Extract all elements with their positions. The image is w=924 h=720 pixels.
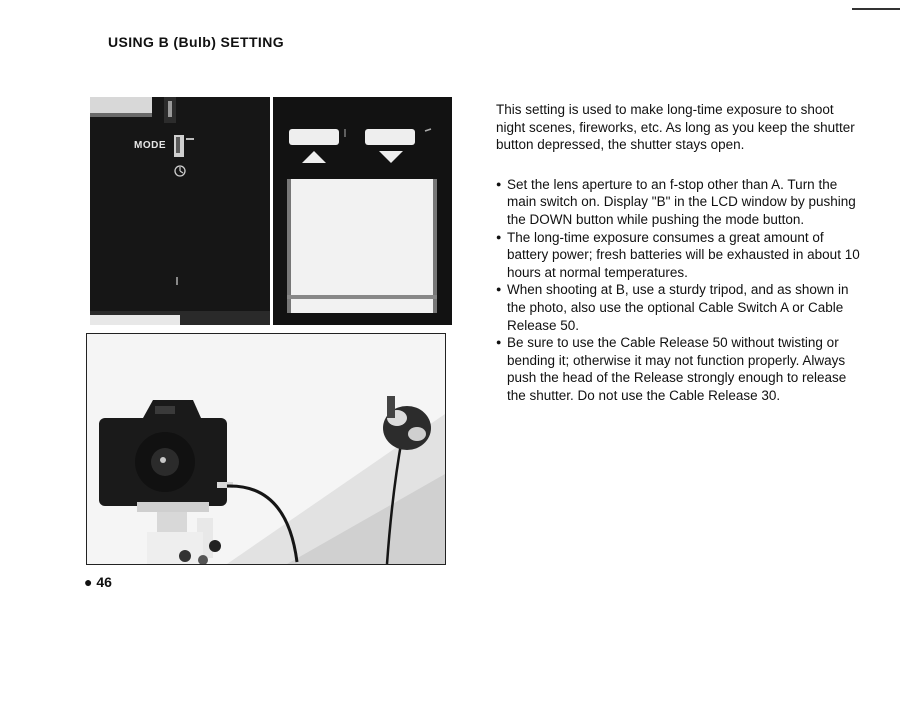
mode-button-photo — [90, 97, 270, 325]
mode-button-illustration — [90, 97, 270, 325]
instruction-list — [496, 176, 864, 405]
instruction-item: ● The long-time exposure consumes a great amount of battery power; fresh batteries will be exhausted in about 10 hours at normal temperatures. — [496, 229, 864, 282]
page-number: ● 46 — [84, 574, 112, 590]
lcd-window-photo — [273, 97, 452, 325]
up-button-shape — [289, 129, 339, 145]
top-rule — [852, 8, 900, 10]
camera-tripod-photo — [86, 333, 446, 565]
mode-label: MODE — [134, 140, 166, 151]
instruction-item: ● Set the lens aperture to an f-stop other than A. Turn the main switch on. Display "B" in the LCD window by pushing the DOWN button while pushing the mode button. — [496, 176, 864, 229]
page-number-value: 46 — [96, 574, 112, 590]
instruction-item: ● Be sure to use the Cable Release 50 without twisting or bending it; otherwise it may not function properly. Always push the head of the Release strongly enough to release the shutter. Do not use the Cable Release 30. — [496, 334, 864, 404]
page-heading: USING B (Bulb) SETTING — [108, 34, 285, 50]
body-text — [496, 101, 864, 405]
intro-paragraph: This setting is used to make long-time exposure to shoot night scenes, fireworks, etc. As long as you keep the shutter button depressed, the shutter stays open. — [496, 102, 855, 153]
lcd-window-illustration — [273, 97, 452, 325]
lcd-window-shape — [287, 179, 437, 313]
down-button-shape — [365, 129, 415, 145]
instruction-item: ● When shooting at B, use a sturdy tripod, and as shown in the photo, also use the optional Cable Switch A or Cable Release 50. — [496, 281, 864, 334]
camera-tripod-illustration — [87, 334, 445, 564]
